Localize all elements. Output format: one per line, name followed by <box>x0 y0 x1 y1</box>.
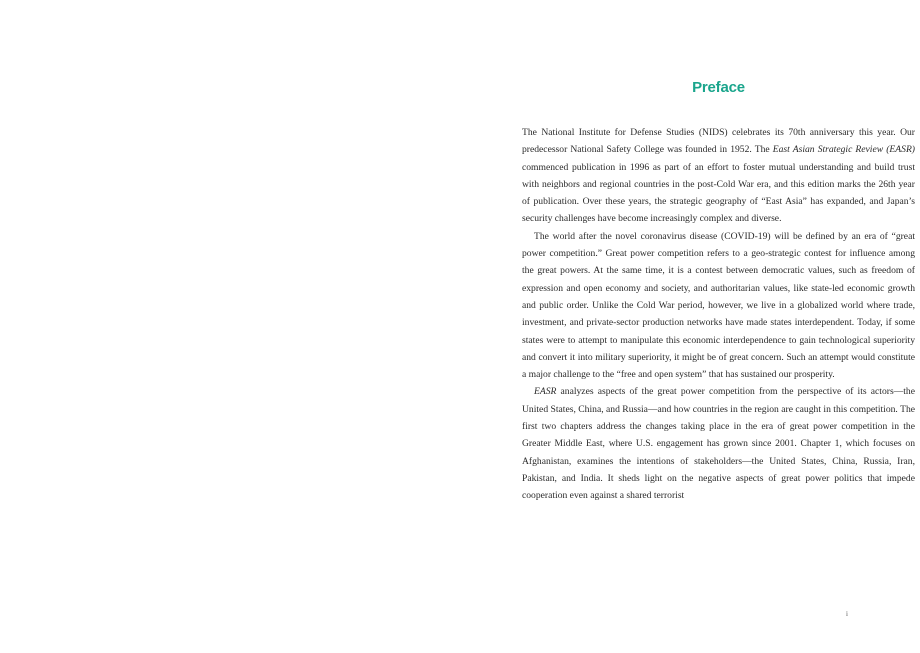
paragraph-1 <box>522 124 915 228</box>
paragraph-3-text: analyzes aspects of the great power competition from the perspective of its actors—the United States, China, and Russia—and how countries in the region are caught in this competition. The first two chapters address the changes taking place in the era of great power competition in the Greater Middle East, where U.S. engagement has grown since 2001. Chapter 1, which focuses on Afghanistan, examines the intentions of stakeholders—the United States, China, Russia, Iran, Pakistan, and India. It sheds light on the negative aspects of great power politics that impede cooperation even against a shared terrorist <box>522 386 915 502</box>
paragraph-1-text-a: The National Institute for Defense Studies (NIDS) celebrates its 70th anniversary this year. Our predecessor National Safety College was founded in 1952. The <box>522 127 915 156</box>
paragraph-2 <box>522 228 915 384</box>
paragraph-1-italic-title: East Asian Strategic Review (EASR) <box>772 144 915 156</box>
paragraph-3-italic-easr: EASR <box>534 386 557 398</box>
right-page <box>460 0 920 653</box>
paragraph-3 <box>522 383 915 504</box>
preface-body <box>522 124 915 505</box>
page-number: i <box>846 610 848 618</box>
paragraph-2-text: The world after the novel coronavirus disease (COVID-19) will be defined by an era of “great power competition.” Great power competition refers to a geo-strategic contest for influence among the great powers. At the same time, it is a contest between democratic values, such as freedom of expression and open economy and society, and authoritarian values, like state-led economic growth and public order. Unlike the Cold War period, however, we live in a globalized world where trade, investment, and private-sector production networks have made states interdependent. Today, if some states were to attempt to manipulate this economic interdependence to gain technological superiority and convert it into military superiority, it might be of great concern. Such an attempt would constitute a major challenge to the “free and open system” that has sustained our prosperity. <box>522 230 915 381</box>
paragraph-1-text-b: commenced publication in 1996 as part of an effort to foster mutual understanding and build trust with neighbors and regional countries in the post-Cold War era, and this edition marks the 26th year of publication. Over these years, the strategic geography of “East Asia” has expanded, and Japan’s security challenges have become increasingly complex and diverse. <box>522 161 915 225</box>
page-title: Preface <box>692 79 745 96</box>
